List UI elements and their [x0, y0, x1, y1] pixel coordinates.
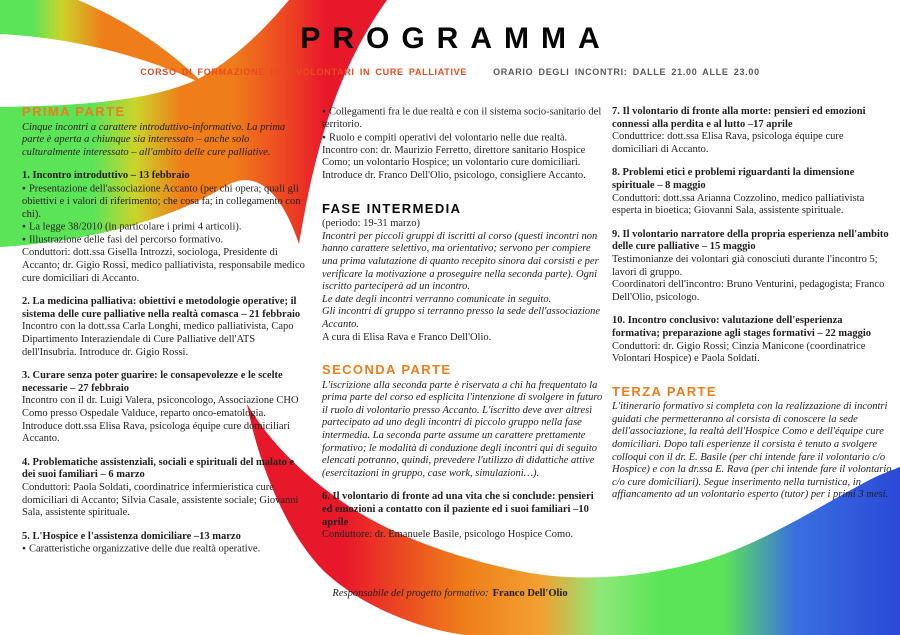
paragraph: Conduttori: Paola Soldati, coordinatrice infermieristica cure domiciliari di Accanto; Silvia Casale, assistente sociale; Giovanni Sala, assistente spirituale.: [22, 481, 299, 519]
schedule-info: ORARIO DEGLI INCONTRI: DALLE 21.00 ALLE 23.00: [493, 67, 760, 77]
part-heading: PRIMA PARTE: [22, 104, 126, 119]
paragraph: Cinque incontri a carattere introduttivo-informativo. La prima parte è aperta a chiunque sia interessato – anche solo culturalmente interessato – all'ambito delle cure palliative.: [22, 121, 286, 158]
session-title: 8. Problemi etici e problemi riguardanti la dimensione spirituale – 8 maggio: [612, 167, 855, 191]
footer-name: Franco Dell'Olio: [492, 588, 568, 599]
paragraph: L'iscrizione alla seconda parte è riservata a chi ha frequentato la prima parte del corso ed esplicita l'intenzione di svolgere in futuro il ruolo di volontario presso Accanto. L'iscritto deve aver altresì partecipato ad uno degli incontri di piccolo gruppo nella fase intermedia. La seconda parte assume un carattere prettamente formativo; le modalità di conduzione degli incontri qui di seguito elencati potranno, quindi, prevedere l'utilizzo di didattiche attive (esercitazioni in gruppo, case work, simulazioni…).: [322, 379, 603, 479]
bullet-line: ● Collegamenti fra le due realtà e con il sistema socio-sanitario del territorio.: [322, 106, 602, 131]
paragraph: L'itinerario formativo si completa con la realizzazione di incontri guidati che permetteranno al corsista di conoscere la sede dell'associazione, la realtà dell'Hospice Como e dell'équipe cure domiciliari. Dopo tali esperienze il corsista è tenuto a svolgere colloqui con il dr. E. Basile (per chi intende fare il volontario c/o Hospice) e con la dr.ssa E. Rava (per chi intende fare il volontario c/o cure domiciliari). Segue inserimento nella turnistica, in affiancamento ad un volontario esperto (tutor) per i primi 3 mesi.: [612, 401, 892, 501]
footer-role-label: Responsabile del progetto formativo:: [332, 588, 489, 599]
session-title: 1. Incontro introduttivo – 13 febbraio: [22, 170, 190, 182]
bullet-icon: ●: [22, 236, 26, 244]
paragraph: A cura di Elisa Rava e Franco Dell'Olio.: [322, 331, 492, 343]
session-title: 10. Incontro conclusivo: valutazione dell'esperienza formativa; preparazione agli stages formativi – 22 maggio: [612, 315, 872, 339]
bullet-line: ● Caratteristiche organizzative delle due realtà operative.: [22, 543, 261, 555]
column-1: [22, 106, 306, 556]
paragraph: Testimonianze dei volontari già conosciuti durante l'incontro 5; lavori di gruppo.: [612, 253, 878, 278]
bullet-line: ● Presentazione dell'associazione Accanto (per chi opera; quali gli obiettivi e i valori di riferimento; che cosa fa; in collegamento con chi).: [22, 183, 301, 220]
bullet-icon: ●: [22, 545, 26, 553]
bullet-icon: ●: [322, 133, 326, 141]
paragraph: Conduttrice: dott.ssa Elisa Rava, psicologa équipe cure domiciliari di Accanto.: [612, 131, 844, 155]
bullet-line: ● Ruolo e compiti operativi del volontario nelle due realtà.: [322, 132, 568, 144]
page-title: PROGRAMMA: [300, 22, 612, 55]
footer: [0, 588, 900, 599]
column-2: [322, 106, 604, 542]
paragraph: Conduttore: dr. Emanuele Basile, psicologo Hospice Como.: [322, 529, 574, 541]
course-name: CORSO DI FORMAZIONE PER VOLONTARI IN CURE PALLIATIVE: [140, 67, 468, 77]
paragraph: Coordinatori dell'incontro: Bruno Venturini, pedagogista; Franco Dell'Olio, psicologo.: [612, 279, 885, 303]
bullet-line: ● Illustrazione delle fasi del percorso formativo.: [22, 234, 224, 246]
paragraph: Incontro con: dr. Maurizio Ferretto, direttore sanitario Hospice Como; un volontario Hospice; un volontario cure domiciliari. Introduce dr. Franco Dell'Olio, psicologo, consigliere Accanto.: [322, 144, 586, 181]
paragraph: Incontri per piccoli gruppi di iscritti al corso (questi incontri non hanno carattere selettivo, ma orientativo; servono per compiere una prima valutazione di quanto recepito sinora dai corsisti e per verificare la motivazione a proseguire nella seconda parte). Ogni iscritto parteciperà ad un incontro.: [322, 230, 599, 293]
bullet-icon: ●: [322, 108, 326, 115]
paragraph: Gli incontri di gruppo si terranno presso la sede dell'associazione Accanto.: [322, 306, 601, 330]
part-heading: FASE INTERMEDIA: [322, 200, 462, 216]
session-title: 2. La medicina palliativa: obiettivi e metodologie operative; il sistema delle cure palliative nella realtà comasca – 21 febbraio: [22, 296, 301, 320]
bullet-icon: ●: [22, 184, 26, 192]
paragraph: Le date degli incontri verranno comunicate in seguito.: [322, 293, 552, 305]
bullet-icon: ●: [22, 223, 26, 231]
session-title: 3. Curare senza poter guarire: le consapevolezze e le scelte necessarie – 27 febbraio: [22, 370, 283, 394]
part-heading: TERZA PARTE: [612, 383, 717, 399]
session-title: 4. Problematiche assistenziali, sociali e spirituali del malato e dei suoi familiari – 6 marzo: [22, 456, 295, 481]
paragraph: Incontro con il dr. Luigi Valera, psiconcologo, Associazione CHO Como presso Ospedale Valduce, reparto onco-ematologia. Introduce dott.ssa Elisa Rava, psicologa équipe cure domiciliari Accanto.: [22, 395, 299, 445]
part-heading: SECONDA PARTE: [322, 362, 452, 378]
paragraph: Conduttori: dr. Gigio Rossi; Cinzia Manicone (coordinatrice Volontari Hospice) e Paola Soldati.: [612, 340, 866, 365]
paragraph: Conduttori: dott.ssa Gisella Introzzi, sociologa, Presidente di Accanto; dr. Gigio Rossi, medico palliativista, responsabile medico cure domiciliari di Accanto.: [22, 247, 305, 284]
subtitle-row: [0, 67, 900, 77]
session-title: 9. Il volontario narratore della propria esperienza nell'ambito delle cure palliative – 15 maggio: [612, 228, 889, 253]
bullet-line: ● La legge 38/2010 (in particolare i primi 4 articoli).: [22, 221, 242, 233]
paragraph: Incontro con la dott.ssa Carla Longhi, medico palliativista, Capo Dipartimento Interaziendale di Cure Palliative dell'ATS dell'Insubria. Introduce dr. Gigio Rossi.: [22, 321, 294, 358]
session-title: 7. Il volontario di fronte alla morte: pensieri ed emozioni connessi alla perdita e al lutto –17 aprile: [612, 106, 866, 130]
paragraph: Conduttori: dott.ssa Arianna Cozzolino, medico palliativista esperta in bioetica; Giovanni Sala, assistente spirituale.: [612, 192, 865, 217]
column-3: [612, 106, 892, 502]
paragraph: (periodo: 19-31 marzo): [322, 218, 420, 230]
session-title: 5. L'Hospice e l'assistenza domiciliare –13 marzo: [22, 530, 241, 542]
session-title: 6. Il volontario di fronte ad una vita che si conclude: pensieri ed emozioni a contatto con il paziente ed i suoi familiari –10 aprile: [322, 491, 594, 528]
